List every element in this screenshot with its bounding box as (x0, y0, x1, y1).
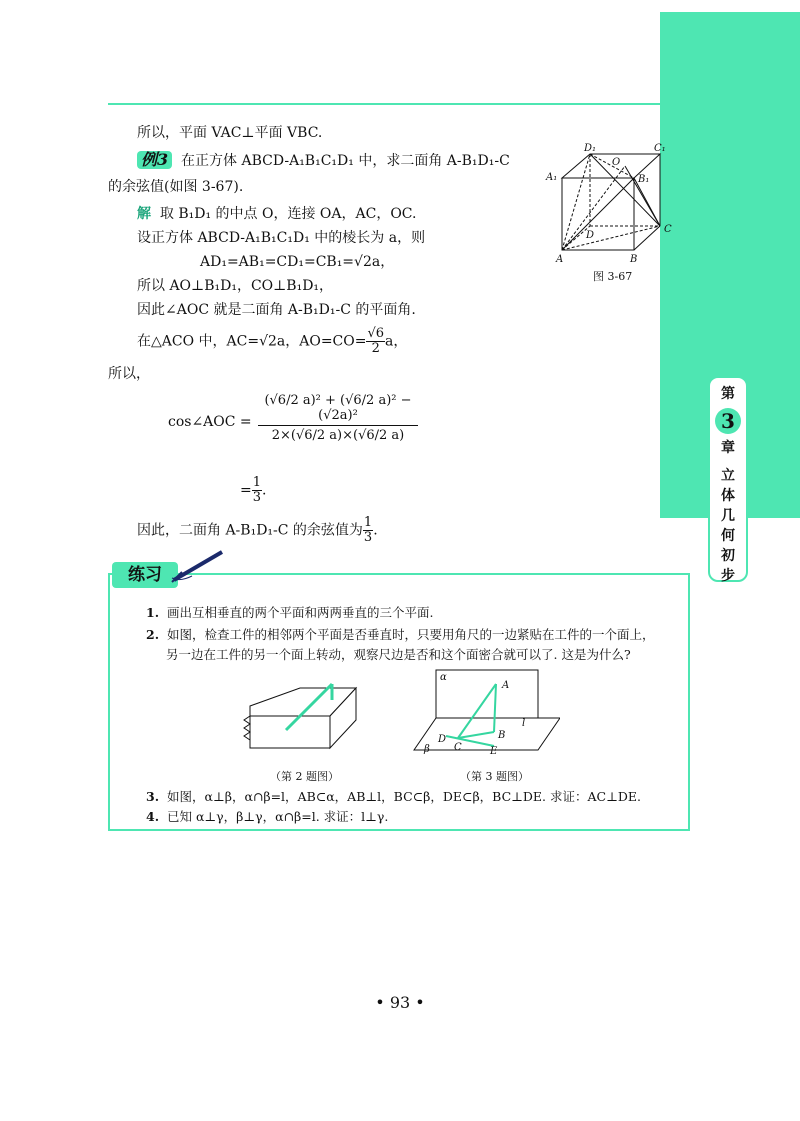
figure-caption: 图 3-67 (593, 270, 633, 283)
solution-text-7: 所以， (108, 366, 150, 382)
figure-2-caption: （第 2 题图） (270, 770, 339, 783)
exercise-item-2-cont: 另一边在工件的另一个面上转动，观察尺边是否和这个面密合就可以了. 这是为什么? (166, 647, 631, 662)
cube-figure (540, 140, 680, 280)
exercise-item-2 (146, 627, 655, 643)
example-question-1: 在正方体 ABCD-A₁B₁C₁D₁ 中，求二面角 A-B₁D₁-C (181, 153, 510, 169)
exercise-item-4 (146, 809, 388, 825)
chapter-title-2: 体 (721, 488, 735, 504)
example-label: 例3 (137, 151, 172, 169)
sqrt6-over-2 (366, 327, 385, 356)
frac-den: 3 (252, 490, 262, 505)
equals-sign: = (240, 482, 252, 499)
label-l: l (522, 718, 526, 729)
period: . (373, 522, 378, 539)
item-number: 4. (146, 809, 160, 824)
page-number: • 93 • (375, 993, 425, 1012)
planes-figure (410, 666, 560, 758)
label-O: O (612, 157, 621, 168)
solution-text-6a: 在△ACO 中，AC=√2a，AO=CO= (137, 333, 367, 350)
label-D: D (438, 734, 447, 745)
solution-text-1: 取 B₁D₁ 的中点 O，连接 OA，AC，OC. (159, 206, 417, 222)
item-number: 3. (146, 789, 160, 804)
item-text: 如图，检查工件的相邻两个平面是否垂直时，只要用角尺的一边紧贴在工件的一个面上， (167, 627, 655, 642)
solution-line-1 (137, 205, 416, 223)
period: . (262, 482, 267, 499)
label-B1: B₁ (638, 174, 650, 185)
exercise-item-1 (146, 605, 434, 621)
chapter-title-3: 几 (721, 508, 735, 524)
cos-numerator: (√6/2 a)² + (√6/2 a)² − (√2a)² (258, 393, 418, 426)
label-C: C (454, 742, 462, 753)
example-line-1 (137, 151, 510, 170)
item-text: 画出互相垂直的两个平面和两两垂直的三个平面. (167, 605, 434, 620)
item-text: 已知 α⊥γ，β⊥γ，α∩β=l. 求证：l⊥γ. (167, 809, 389, 824)
chapter-title-4: 何 (721, 528, 735, 544)
label-E: E (490, 746, 498, 757)
chapter-di: 第 (721, 386, 735, 402)
pen-icon (170, 548, 230, 584)
exercise-item-3 (146, 789, 641, 805)
frac-num: √6 (367, 326, 385, 341)
chapter-title-5: 初 (721, 548, 735, 564)
item-text: 如图，α⊥β，α∩β=l，AB⊂α，AB⊥l，BC⊂β，DE⊂β，BC⊥DE. 求证：AC⊥DE. (167, 789, 641, 804)
frac-num: 1 (252, 475, 262, 490)
text-line-1: 所以，平面 VAC⊥平面 VBC. (137, 125, 323, 141)
conclusion-text: 因此，二面角 A-B₁D₁-C 的余弦值为 (137, 522, 363, 539)
solution-text-6 (137, 327, 407, 356)
label-D1: D₁ (584, 143, 597, 154)
label-B: B (498, 730, 506, 741)
solution-text-5: 因此∠AOC 就是二面角 A-B₁D₁-C 的平面角. (137, 302, 416, 318)
cos-denominator: 2×(√6/2 a)×(√6/2 a) (271, 428, 405, 443)
label-A: A (556, 254, 564, 265)
solution-text-2: 设正方体 ABCD-A₁B₁C₁D₁ 中的棱长为 a，则 (137, 230, 426, 246)
label-beta: β (424, 744, 430, 755)
one-third-conclusion (363, 516, 373, 545)
label-C: C (664, 224, 672, 235)
solution-text-4: 所以 AO⊥B₁D₁，CO⊥B₁D₁， (137, 278, 334, 294)
chapter-title-1: 立 (721, 468, 735, 484)
figure-3-caption: （第 3 题图） (460, 770, 529, 783)
label-alpha: α (440, 672, 447, 683)
frac-den: 3 (363, 530, 373, 545)
label-B: B (630, 254, 638, 265)
label-A1: A₁ (546, 172, 558, 183)
label-D: D (586, 230, 595, 241)
solution-label: 解 (137, 206, 151, 222)
chapter-title-6: 步 (721, 568, 735, 584)
chapter-zhang: 章 (721, 440, 735, 456)
workpiece-figure (240, 676, 370, 756)
frac-den: 2 (371, 341, 380, 356)
chapter-tab[interactable] (708, 376, 748, 582)
cos-lhs: cos∠AOC = (168, 414, 252, 430)
example-question-2: 的余弦值(如图 3-67). (108, 179, 244, 195)
header-rule (108, 103, 660, 105)
label-A: A (502, 680, 510, 691)
item-number: 1. (146, 605, 160, 620)
conclusion-line (137, 516, 378, 545)
one-third (252, 476, 262, 505)
result-line (240, 476, 266, 505)
chapter-number: 3 (715, 408, 741, 434)
frac-num: 1 (363, 515, 373, 530)
item-number: 2. (146, 627, 160, 642)
exercise-title: 练习 (112, 562, 178, 588)
solution-text-3: AD₁=AB₁=CD₁=CB₁=√2a， (200, 254, 395, 270)
solution-text-6b: a， (385, 333, 408, 350)
label-C1: C₁ (654, 143, 666, 154)
